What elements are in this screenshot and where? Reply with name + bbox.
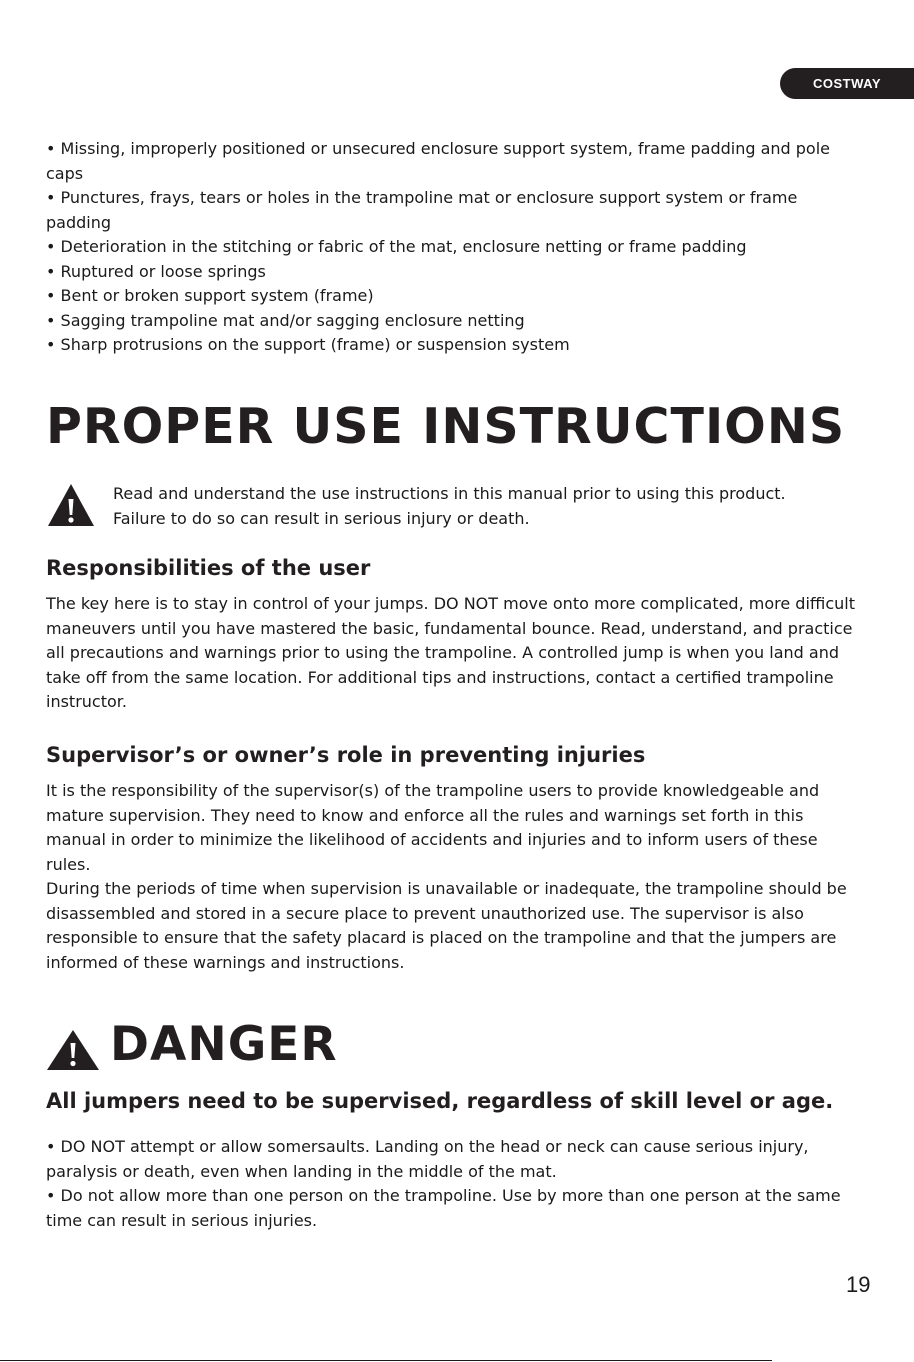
list-item: • DO NOT attempt or allow somersaults. Landing on the head or neck can cause serious injury, paralysis or death, even when landing in the middle of the mat. — [46, 1135, 856, 1184]
warning-text: Read and understand the use instructions in this manual prior to using this product. Failure to do so can result in serious injury or death. — [113, 484, 786, 528]
section-heading-responsibilities: Responsibilities of the user — [46, 556, 371, 580]
inspection-bullet-list — [46, 137, 846, 358]
list-item: • Ruptured or loose springs — [46, 260, 846, 285]
section-heading-supervisor: Supervisor’s or owner’s role in preventing injuries — [46, 743, 646, 767]
danger-bullet-list — [46, 1135, 856, 1233]
supervisor-paragraph-2: During the periods of time when supervision is unavailable or inadequate, the trampoline should be disassembled and stored in a secure place to prevent unauthorized use. The supervisor is also responsible to ensure that the safety placard is placed on the trampoline and that the jumpers are informed of these warnings and instructions. — [46, 879, 847, 972]
danger-subheading: All jumpers need to be supervised, regardless of skill level or age. — [46, 1089, 834, 1113]
footer-divider — [0, 1360, 772, 1361]
list-item: • Sagging trampoline mat and/or sagging enclosure netting — [46, 309, 846, 334]
list-item: • Bent or broken support system (frame) — [46, 284, 846, 309]
list-item: • Deterioration in the stitching or fabric of the mat, enclosure netting or frame padding — [46, 235, 846, 260]
warning-triangle-icon — [46, 1029, 100, 1071]
warning-triangle-icon — [46, 482, 96, 528]
brand-badge: COSTWAY — [780, 68, 914, 99]
danger-heading: DANGER — [110, 1017, 338, 1072]
page-title: PROPER USE INSTRUCTIONS — [46, 398, 846, 455]
page-number: 19 — [846, 1272, 871, 1297]
supervisor-paragraph-1: It is the responsibility of the supervisor(s) of the trampoline users to provide knowledgeable and mature supervision. They need to know and enforce all the rules and warnings set forth in this manual in order to minimize the likelihood of accidents and injuries and to inform users of these rules. — [46, 781, 820, 874]
list-item: • Do not allow more than one person on the trampoline. Use by more than one person at the same time can result in serious injuries. — [46, 1184, 856, 1233]
list-item: • Sharp protrusions on the support (frame) or suspension system — [46, 333, 846, 358]
list-item: • Missing, improperly positioned or unsecured enclosure support system, frame padding and pole caps — [46, 137, 846, 186]
responsibilities-paragraph: The key here is to stay in control of your jumps. DO NOT move onto more complicated, more difficult maneuvers until you have mastered the basic, fundamental bounce. Read, understand, and practice all precautions and warnings prior to using the trampoline. A controlled jump is when you land and take off from the same location. For additional tips and instructions, contact a certified trampoline instructor. — [46, 594, 856, 711]
list-item: • Punctures, frays, tears or holes in the trampoline mat or enclosure support system or frame padding — [46, 186, 846, 235]
